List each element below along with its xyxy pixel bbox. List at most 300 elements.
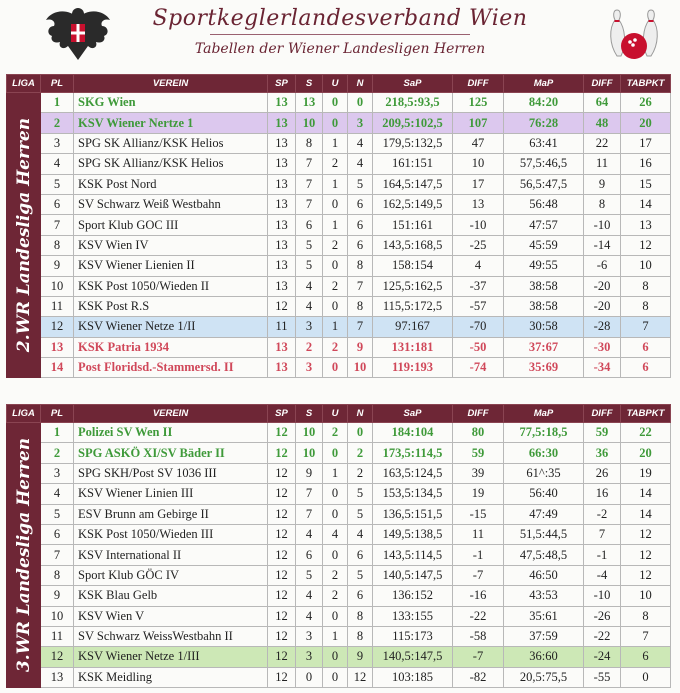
cell-sp: 13 <box>268 194 296 214</box>
cell-diff1: 19 <box>453 484 504 504</box>
cell-diff2: 36 <box>584 443 621 463</box>
cell-tabpkt: 26 <box>621 93 671 113</box>
cell-diff1: 125 <box>453 93 504 113</box>
league-table-3wr <box>6 404 670 688</box>
cell-s: 10 <box>296 423 323 443</box>
cell-sap: 131:181 <box>373 337 453 357</box>
cell-u: 0 <box>323 358 348 378</box>
cell-n: 9 <box>348 647 373 667</box>
cell-pl: 1 <box>41 93 74 113</box>
cell-diff2: -10 <box>584 215 621 235</box>
cell-s: 3 <box>296 317 323 337</box>
cell-verein: KSK Post 1050/Wieden II <box>74 276 268 296</box>
cell-map: 43:53 <box>504 586 584 606</box>
cell-sp: 12 <box>268 423 296 443</box>
cell-diff2: -24 <box>584 647 621 667</box>
cell-u: 0 <box>323 484 348 504</box>
cell-tabpkt: 17 <box>621 133 671 153</box>
cell-s: 13 <box>296 93 323 113</box>
cell-n: 8 <box>348 256 373 276</box>
cell-n: 5 <box>348 504 373 524</box>
cell-sp: 12 <box>268 565 296 585</box>
cell-diff1: 13 <box>453 194 504 214</box>
cell-u: 1 <box>323 626 348 646</box>
cell-sap: 162,5:149,5 <box>373 194 453 214</box>
cell-tabpkt: 6 <box>621 358 671 378</box>
table-row <box>7 133 671 153</box>
table-row <box>7 667 671 687</box>
table-header-row <box>7 405 671 423</box>
cell-tabpkt: 8 <box>621 296 671 316</box>
cell-u: 2 <box>323 276 348 296</box>
cell-diff1: 47 <box>453 133 504 153</box>
cell-u: 1 <box>323 133 348 153</box>
column-header-sap: SaP <box>373 405 453 423</box>
cell-map: 51,5:44,5 <box>504 524 584 544</box>
cell-n: 5 <box>348 174 373 194</box>
cell-map: 37:67 <box>504 337 584 357</box>
cell-diff1: -16 <box>453 586 504 606</box>
cell-pl: 7 <box>41 545 74 565</box>
column-header-n: N <box>348 405 373 423</box>
cell-s: 9 <box>296 463 323 483</box>
cell-sp: 12 <box>268 606 296 626</box>
cell-sap: 163,5:124,5 <box>373 463 453 483</box>
cell-sap: 115:173 <box>373 626 453 646</box>
cell-sap: 97:167 <box>373 317 453 337</box>
cell-diff2: -4 <box>584 565 621 585</box>
column-header-s: S <box>296 405 323 423</box>
cell-pl: 10 <box>41 276 74 296</box>
cell-s: 6 <box>296 545 323 565</box>
cell-verein: KSV Wien V <box>74 606 268 626</box>
cell-verein: KSV Wiener Nertze 1 <box>74 113 268 133</box>
cell-tabpkt: 15 <box>621 174 671 194</box>
cell-n: 12 <box>348 667 373 687</box>
cell-s: 10 <box>296 113 323 133</box>
cell-u: 0 <box>323 545 348 565</box>
cell-verein: KSV Wiener Lienien II <box>74 256 268 276</box>
cell-diff2: -20 <box>584 276 621 296</box>
cell-verein: KSK Blau Gelb <box>74 586 268 606</box>
cell-sap: 115,5:172,5 <box>373 296 453 316</box>
cell-diff2: -14 <box>584 235 621 255</box>
cell-tabpkt: 16 <box>621 154 671 174</box>
cell-diff2: 8 <box>584 194 621 214</box>
cell-diff2: -1 <box>584 545 621 565</box>
cell-diff2: -55 <box>584 667 621 687</box>
cell-u: 0 <box>323 256 348 276</box>
cell-s: 3 <box>296 358 323 378</box>
cell-verein: KSV Wiener Netze 1/II <box>74 317 268 337</box>
cell-pl: 9 <box>41 586 74 606</box>
table-row <box>7 194 671 214</box>
cell-diff1: 59 <box>453 443 504 463</box>
cell-u: 1 <box>323 174 348 194</box>
cell-diff1: -22 <box>453 606 504 626</box>
cell-n: 6 <box>348 215 373 235</box>
cell-s: 7 <box>296 154 323 174</box>
table-row <box>7 524 671 544</box>
cell-map: 38:58 <box>504 276 584 296</box>
cell-diff2: 59 <box>584 423 621 443</box>
cell-verein: KSK Patria 1934 <box>74 337 268 357</box>
title-divider <box>210 34 470 35</box>
cell-pl: 13 <box>41 667 74 687</box>
cell-diff2: -28 <box>584 317 621 337</box>
cell-sap: 103:185 <box>373 667 453 687</box>
cell-sap: 125,5:162,5 <box>373 276 453 296</box>
column-header-liga: LIGA <box>7 405 41 423</box>
table-row <box>7 154 671 174</box>
cell-verein: SPG SK Allianz/KSK Helios <box>74 154 268 174</box>
cell-diff1: 10 <box>453 154 504 174</box>
column-header-u: U <box>323 75 348 93</box>
cell-diff1: -57 <box>453 296 504 316</box>
cell-tabpkt: 14 <box>621 194 671 214</box>
cell-map: 47:49 <box>504 504 584 524</box>
cell-diff1: 80 <box>453 423 504 443</box>
cell-sap: 218,5:93,5 <box>373 93 453 113</box>
cell-pl: 8 <box>41 565 74 585</box>
cell-n: 4 <box>348 133 373 153</box>
cell-diff2: 11 <box>584 154 621 174</box>
cell-diff2: 48 <box>584 113 621 133</box>
cell-map: 84:20 <box>504 93 584 113</box>
cell-u: 0 <box>323 194 348 214</box>
cell-n: 7 <box>348 317 373 337</box>
league-name: 2.WR Landesliga Herren <box>13 118 34 353</box>
cell-sap: 209,5:102,5 <box>373 113 453 133</box>
cell-diff2: -34 <box>584 358 621 378</box>
cell-u: 2 <box>323 235 348 255</box>
cell-sap: 136:152 <box>373 586 453 606</box>
cell-u: 2 <box>323 565 348 585</box>
cell-sp: 13 <box>268 154 296 174</box>
column-header-map: MaP <box>504 405 584 423</box>
cell-sap: 136,5:151,5 <box>373 504 453 524</box>
cell-sap: 158:154 <box>373 256 453 276</box>
cell-diff2: -20 <box>584 296 621 316</box>
cell-u: 0 <box>323 667 348 687</box>
cell-sp: 13 <box>268 276 296 296</box>
cell-u: 0 <box>323 113 348 133</box>
cell-s: 7 <box>296 504 323 524</box>
cell-map: 30:58 <box>504 317 584 337</box>
cell-pl: 10 <box>41 606 74 626</box>
cell-sap: 140,5:147,5 <box>373 647 453 667</box>
cell-map: 38:58 <box>504 296 584 316</box>
cell-u: 4 <box>323 524 348 544</box>
cell-s: 4 <box>296 276 323 296</box>
cell-tabpkt: 10 <box>621 256 671 276</box>
cell-s: 5 <box>296 256 323 276</box>
cell-verein: KSK Meidling <box>74 667 268 687</box>
cell-diff1: 39 <box>453 463 504 483</box>
cell-n: 6 <box>348 586 373 606</box>
cell-sap: 143,5:114,5 <box>373 545 453 565</box>
bowling-pins-logo-icon <box>605 4 663 66</box>
cell-u: 0 <box>323 296 348 316</box>
cell-tabpkt: 12 <box>621 524 671 544</box>
cell-map: 47,5:48,5 <box>504 545 584 565</box>
cell-sap: 184:104 <box>373 423 453 443</box>
cell-diff2: -22 <box>584 626 621 646</box>
cell-map: 77,5:18,5 <box>504 423 584 443</box>
cell-diff1: -15 <box>453 504 504 524</box>
column-header-verein: VEREIN <box>74 75 268 93</box>
cell-u: 0 <box>323 606 348 626</box>
cell-verein: SPG SK Allianz/KSK Helios <box>74 133 268 153</box>
cell-n: 8 <box>348 626 373 646</box>
table-row <box>7 443 671 463</box>
cell-map: 46:50 <box>504 565 584 585</box>
cell-map: 35:61 <box>504 606 584 626</box>
cell-map: 36:60 <box>504 647 584 667</box>
column-header-sp: SP <box>268 405 296 423</box>
cell-tabpkt: 0 <box>621 667 671 687</box>
cell-diff2: 16 <box>584 484 621 504</box>
cell-verein: SKG Wien <box>74 93 268 113</box>
cell-tabpkt: 12 <box>621 235 671 255</box>
cell-sap: 133:155 <box>373 606 453 626</box>
cell-n: 4 <box>348 524 373 544</box>
cell-tabpkt: 8 <box>621 276 671 296</box>
table-row <box>7 256 671 276</box>
cell-s: 6 <box>296 215 323 235</box>
cell-map: 47:57 <box>504 215 584 235</box>
column-header-pl: PL <box>41 75 74 93</box>
cell-diff2: -6 <box>584 256 621 276</box>
cell-n: 6 <box>348 545 373 565</box>
cell-verein: SPG SKH/Post SV 1036 III <box>74 463 268 483</box>
cell-verein: KSV Wiener Linien III <box>74 484 268 504</box>
cell-s: 5 <box>296 565 323 585</box>
cell-tabpkt: 6 <box>621 647 671 667</box>
cell-sp: 13 <box>268 215 296 235</box>
cell-verein: ESV Brunn am Gebirge II <box>74 504 268 524</box>
cell-sap: 151:161 <box>373 215 453 235</box>
cell-diff1: 4 <box>453 256 504 276</box>
table-row <box>7 484 671 504</box>
cell-diff2: -10 <box>584 586 621 606</box>
cell-tabpkt: 14 <box>621 484 671 504</box>
cell-map: 57,5:46,5 <box>504 154 584 174</box>
cell-pl: 14 <box>41 358 74 378</box>
table-row <box>7 113 671 133</box>
cell-n: 10 <box>348 358 373 378</box>
cell-n: 2 <box>348 463 373 483</box>
cell-n: 4 <box>348 154 373 174</box>
cell-n: 3 <box>348 113 373 133</box>
cell-sap: 179,5:132,5 <box>373 133 453 153</box>
cell-map: 56,5:47,5 <box>504 174 584 194</box>
cell-n: 9 <box>348 337 373 357</box>
cell-s: 4 <box>296 296 323 316</box>
column-header-tabpkt: TABPKT <box>621 405 671 423</box>
cell-n: 8 <box>348 606 373 626</box>
cell-sp: 12 <box>268 504 296 524</box>
column-header-map: MaP <box>504 75 584 93</box>
cell-n: 0 <box>348 423 373 443</box>
cell-tabpkt: 14 <box>621 504 671 524</box>
cell-sp: 12 <box>268 296 296 316</box>
table-row <box>7 606 671 626</box>
cell-u: 1 <box>323 317 348 337</box>
table-row <box>7 174 671 194</box>
cell-u: 1 <box>323 463 348 483</box>
cell-diff1: -7 <box>453 647 504 667</box>
column-header-tabpkt: TABPKT <box>621 75 671 93</box>
cell-tabpkt: 7 <box>621 317 671 337</box>
cell-pl: 11 <box>41 626 74 646</box>
cell-pl: 8 <box>41 235 74 255</box>
table-row <box>7 626 671 646</box>
cell-diff1: -58 <box>453 626 504 646</box>
cell-sp: 12 <box>268 667 296 687</box>
cell-s: 0 <box>296 667 323 687</box>
page-subtitle: Tabellen der Wiener Landesligen Herren <box>194 41 486 57</box>
cell-sap: 173,5:114,5 <box>373 443 453 463</box>
cell-sp: 12 <box>268 626 296 646</box>
cell-u: 0 <box>323 443 348 463</box>
cell-pl: 1 <box>41 423 74 443</box>
cell-map: 66:30 <box>504 443 584 463</box>
cell-verein: KSV Wien IV <box>74 235 268 255</box>
cell-tabpkt: 19 <box>621 463 671 483</box>
table-row <box>7 586 671 606</box>
cell-pl: 4 <box>41 154 74 174</box>
cell-u: 1 <box>323 215 348 235</box>
cell-verein: KSK Post R.S <box>74 296 268 316</box>
cell-verein: KSK Post 1050/Wieden III <box>74 524 268 544</box>
cell-sap: 140,5:147,5 <box>373 565 453 585</box>
cell-diff1: -50 <box>453 337 504 357</box>
cell-s: 3 <box>296 626 323 646</box>
cell-s: 8 <box>296 133 323 153</box>
table-row <box>7 463 671 483</box>
column-header-n: N <box>348 75 373 93</box>
cell-tabpkt: 7 <box>621 626 671 646</box>
cell-map: 56:48 <box>504 194 584 214</box>
cell-s: 7 <box>296 484 323 504</box>
column-header-verein: VEREIN <box>74 405 268 423</box>
cell-sp: 12 <box>268 463 296 483</box>
table-row <box>7 565 671 585</box>
table-row <box>7 317 671 337</box>
cell-verein: KSV Wiener Netze 1/III <box>74 647 268 667</box>
cell-n: 6 <box>348 194 373 214</box>
cell-sp: 13 <box>268 235 296 255</box>
cell-diff1: 107 <box>453 113 504 133</box>
cell-n: 0 <box>348 93 373 113</box>
cell-sap: 164,5:147,5 <box>373 174 453 194</box>
cell-diff2: 7 <box>584 524 621 544</box>
cell-sap: 161:151 <box>373 154 453 174</box>
vienna-eagle-crest-icon <box>44 4 112 66</box>
cell-diff2: -26 <box>584 606 621 626</box>
table-row <box>7 93 671 113</box>
cell-u: 0 <box>323 504 348 524</box>
cell-diff1: -74 <box>453 358 504 378</box>
cell-verein: SPG ASKÖ XI/SV Bäder II <box>74 443 268 463</box>
cell-diff1: 17 <box>453 174 504 194</box>
cell-diff2: -30 <box>584 337 621 357</box>
cell-pl: 2 <box>41 443 74 463</box>
cell-u: 2 <box>323 337 348 357</box>
cell-map: 76:28 <box>504 113 584 133</box>
cell-map: 35:69 <box>504 358 584 378</box>
cell-diff1: 11 <box>453 524 504 544</box>
table-row <box>7 337 671 357</box>
table-header-row <box>7 75 671 93</box>
column-header-diff-2: DIFF <box>584 405 621 423</box>
page-header <box>0 0 680 72</box>
cell-pl: 4 <box>41 484 74 504</box>
cell-u: 0 <box>323 647 348 667</box>
cell-diff2: 26 <box>584 463 621 483</box>
cell-verein: SV Schwarz WeissWestbahn II <box>74 626 268 646</box>
cell-verein: KSK Post Nord <box>74 174 268 194</box>
cell-diff1: -70 <box>453 317 504 337</box>
cell-tabpkt: 6 <box>621 337 671 357</box>
cell-verein: KSV International II <box>74 545 268 565</box>
cell-sp: 13 <box>268 358 296 378</box>
cell-sp: 12 <box>268 586 296 606</box>
cell-map: 61^:35 <box>504 463 584 483</box>
cell-verein: Post Floridsd.-Stammersd. II <box>74 358 268 378</box>
cell-pl: 2 <box>41 113 74 133</box>
cell-sp: 13 <box>268 174 296 194</box>
column-header-diff: DIFF <box>453 405 504 423</box>
table-row <box>7 647 671 667</box>
cell-sp: 11 <box>268 317 296 337</box>
cell-verein: Polizei SV Wen II <box>74 423 268 443</box>
cell-u: 2 <box>323 154 348 174</box>
cell-pl: 12 <box>41 317 74 337</box>
cell-sp: 13 <box>268 93 296 113</box>
cell-verein: Sport Klub GOC III <box>74 215 268 235</box>
table-row <box>7 276 671 296</box>
cell-tabpkt: 12 <box>621 545 671 565</box>
league-side-label <box>7 423 41 688</box>
cell-tabpkt: 12 <box>621 565 671 585</box>
cell-verein: Sport Klub GÖC IV <box>74 565 268 585</box>
cell-pl: 5 <box>41 504 74 524</box>
table-row <box>7 504 671 524</box>
cell-tabpkt: 20 <box>621 443 671 463</box>
cell-diff2: 9 <box>584 174 621 194</box>
cell-diff1: -25 <box>453 235 504 255</box>
cell-diff2: -2 <box>584 504 621 524</box>
cell-map: 37:59 <box>504 626 584 646</box>
cell-map: 20,5:75,5 <box>504 667 584 687</box>
cell-pl: 12 <box>41 647 74 667</box>
cell-sp: 12 <box>268 443 296 463</box>
cell-s: 4 <box>296 606 323 626</box>
cell-pl: 3 <box>41 463 74 483</box>
table-row <box>7 235 671 255</box>
cell-u: 0 <box>323 93 348 113</box>
cell-sp: 13 <box>268 133 296 153</box>
cell-pl: 13 <box>41 337 74 357</box>
cell-u: 2 <box>323 423 348 443</box>
cell-sp: 13 <box>268 256 296 276</box>
table-row <box>7 423 671 443</box>
cell-sp: 12 <box>268 524 296 544</box>
cell-tabpkt: 13 <box>621 215 671 235</box>
cell-diff2: 22 <box>584 133 621 153</box>
